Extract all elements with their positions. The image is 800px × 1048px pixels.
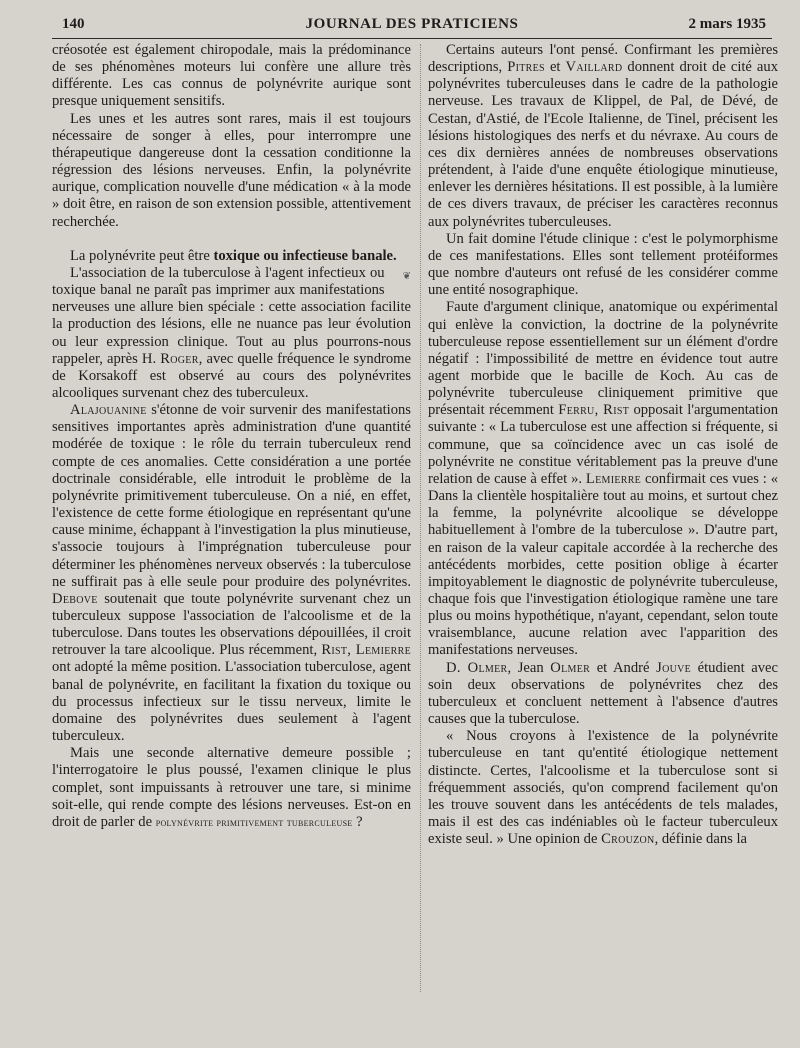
issue-date: 2 mars 1935 bbox=[688, 16, 766, 32]
paragraph: D. Olmer, Jean Olmer et André Jouve étudient avec soin deux observations de polynévrites chez des tuberculeux et concluent nettement à l'absence d'autres causes que la tuberculose. bbox=[428, 659, 778, 728]
right-column bbox=[428, 42, 778, 848]
paragraph: « Nous croyons à l'existence de la polynévrite tuberculeuse en tant qu'entité étiologique nettement distincte. Certes, l'alcoolisme et la tuberculose sont si fréquemment associés, qu'on comprend facilement qu'on les trouve souvent dans les antécédents de tels malades, mais il est des cas indéniables où le facteur tuberculeux existe seul. » Une opinion de Crouzon, définie dans la bbox=[428, 728, 778, 848]
running-header bbox=[52, 14, 772, 39]
left-column bbox=[52, 42, 411, 832]
journal-title: JOURNAL DES PRATICIENS bbox=[305, 16, 519, 32]
margin-mark-icon: ❦ bbox=[402, 270, 411, 282]
section-heading: La polynévrite peut être toxique ou infectieuse banale. ❦ bbox=[52, 248, 411, 265]
paragraph: Les unes et les autres sont rares, mais il est toujours nécessaire de songer à elles, pour interrompre une thérapeutique dangereuse dont la cessation conditionne la régression des lésions nerveuses. Enfin, la polynévrite aurique, complication nouvelle d'une médication « à la mode » doit être, en raison de son extension possible, attentivement recherchée. bbox=[52, 110, 411, 230]
paragraph: Faute d'argument clinique, anatomique ou expérimental qui enlève la conviction, la doctrine de la polynévrite tuberculeuse repose essentiellement sur un élément d'ordre négatif : l'impossibilité de mettre en évidence tout autre agent morbide que le bacille de Koch. Au cas de polynévrite tuberculeuse cliniquement primitive que présentait récemment Ferru, Rist opposait l'argumentation suivante : « La tuberculose est une affection si fréquente, si commune, que sa coïncidence avec un cas isolé de polynévrite ne constitue véritablement pas la preuve d'une relation de cause à effet ». Lemierre confirmait ces vues : « Dans la clientèle hospitalière tout au moins, et surtout chez la femme, la polynévrite alcoolique se développe habituellement à l'ombre de la tuberculose ». D'autre part, en raison de la valeur capitale accordée à la recherche des antécédents morbides, cette position oblige à écarter impitoyablement le diagnostic de polynévrite tuberculeuse, chaque fois que l'investigation étiologique ramène une tare plus ou moins hypothétique, n'ayant, cependant, selon toute vraisemblance, aucune relation avec l'apparition des manifestations nerveuses. bbox=[428, 299, 778, 659]
paragraph: Mais une seconde alternative demeure possible ; l'interrogatoire le plus poussé, l'examen clinique le plus complet, sont impuissants à retrouver une tare, si minime soit-elle, qui rende compte des lésions nerveuses. Est-on en droit de parler de polynévrite primitivement tuberculeuse ? bbox=[52, 745, 411, 830]
paragraph: L'association de la tuberculose à l'agent infectieux ou toxique banal ne paraît pas imprimer aux manifestations nerveuses une allure bien spéciale : cette association facilite la production des lésions, elle ne nuance pas leur évolution ou leur expression clinique. Tout au plus pourrons-nous rappeler, après H. Roger, avec quelle fréquence le syndrome de Korsakoff est observé au cours des polynévrites alcooliques survenant chez des tuberculeux. bbox=[52, 264, 411, 401]
page-number: 140 bbox=[62, 16, 85, 32]
paragraph: créosotée est également chiropodale, mais la prédominance de ses phénomènes moteurs lui confère une allure très différente. Les cas connus de polynévrite aurique sont presque uniquement sensitifs. bbox=[52, 42, 411, 110]
paragraph: Certains auteurs l'ont pensé. Confirmant les premières descriptions, Pitres et Vaillard donnent droit de cité aux polynévrites tuberculeuses dans le cadre de la pathologie nerveuse. Les travaux de Klippel, de Pal, de Dévé, de Cestan, d'Astié, de l'Ecole Italienne, de Tinel, précisent les lésions histologiques des nerfs et du névraxe. Au cours de ces dix dernières années de nombreuses observations prétendent, à l'aide d'une enquête étiologique minutieuse, enlever les dernières hésitations. Il est possible, à la lumière de ces divers travaux, de préciser les caractères reconnus aux polynévrites tuberculeuses. bbox=[428, 42, 779, 230]
paragraph: Un fait domine l'étude clinique : c'est le polymorphisme de ces manifestations. Elles sont tellement protéiformes que nombre d'auteurs ont refusé de les considérer comme une entité nosographique. bbox=[428, 230, 778, 299]
column-divider bbox=[420, 44, 421, 992]
paragraph: Alajouanine s'étonne de voir survenir des manifestations sensitives importantes après administration d'une quantité modérée de toxique : le rôle du terrain tuberculeux rend compte de ces anomalies. Cette considération a une portée doctrinale considérable, elle introduit le problème de la polynévrite primitivement tuberculeuse. On a nié, en effet, l'existence de cette forme étiologique en représentant qu'une cause minime, échappant à l'investigation la plus minutieuse, s'associe toujours à l'imprégnation tuberculeuse pour déterminer les phénomènes nerveux observés : la tuberculose ne suffirait pas à elle seule pour produire des polynévrites. Debove soutenait que toute polynévrite survenant chez un tuberculeux suppose l'association de l'alcoolisme et de la tuberculose. Dans toutes les observations dépouillées, il croit retrouver la tare alcoolique. Plus récemment, Rist, Lemierre ont adopté la même position. L'association tuberculose, agent banal de polynévrite, en facilitant la fixation du toxique ou du processus infectieux sur le tissu nerveux, limite le domaine des polynévrites dues seulement à l'agent tuberculeux. bbox=[52, 402, 411, 745]
